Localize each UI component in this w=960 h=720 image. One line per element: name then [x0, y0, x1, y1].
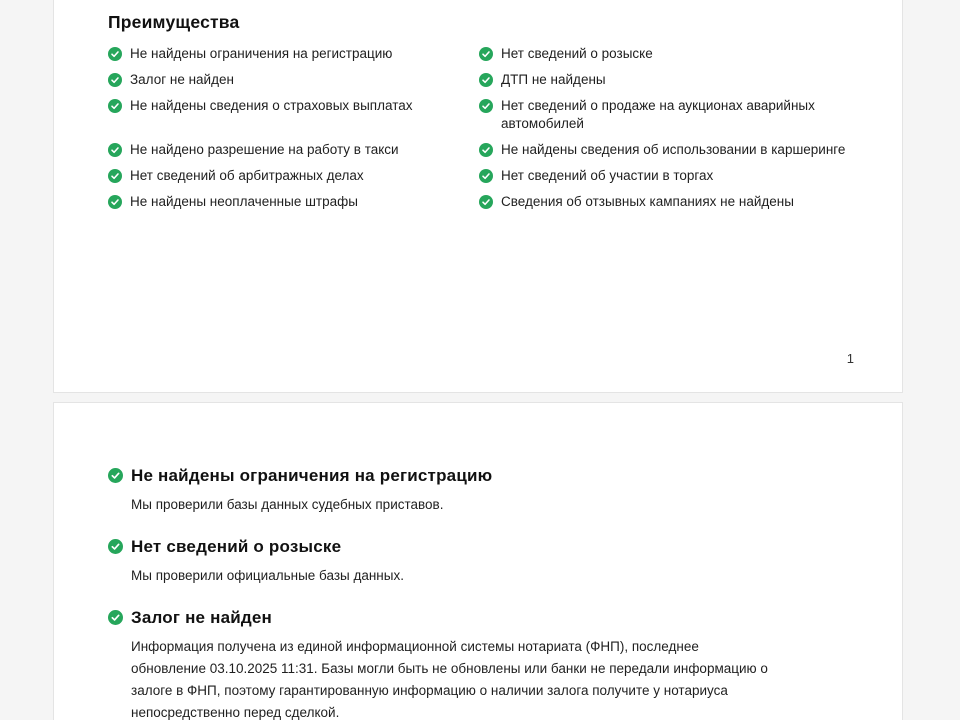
- advantage-item: [108, 141, 479, 159]
- advantage-item: [108, 97, 479, 133]
- detail-block: [108, 607, 855, 720]
- check-circle-icon: [108, 169, 122, 183]
- advantage-item-label: Залог не найден: [130, 72, 234, 87]
- detail-block: [108, 536, 855, 587]
- check-circle-icon: [479, 195, 493, 209]
- check-circle-icon: [108, 195, 122, 209]
- advantages-page: [53, 0, 903, 393]
- check-circle-icon: [479, 169, 493, 183]
- detail-title: Нет сведений о розыске: [131, 537, 342, 556]
- advantage-item: [479, 193, 855, 211]
- detail-heading: [108, 536, 855, 558]
- detail-heading: [108, 465, 855, 487]
- advantage-item-label: Нет сведений о продаже на аукционах аварийных автомобилей: [501, 98, 815, 131]
- advantage-item-label: Не найдено разрешение на работу в такси: [130, 142, 399, 157]
- check-circle-icon: [108, 468, 123, 483]
- advantage-item: [108, 71, 479, 89]
- check-circle-icon: [479, 73, 493, 87]
- advantage-item: [479, 97, 855, 133]
- detail-description-line: Мы проверили официальные базы данных.: [131, 568, 404, 583]
- detail-description-line: залоге в ФНП, поэтому гарантированную информацию о наличии залога получите у нотариуса: [131, 683, 728, 698]
- detail-description-line: Мы проверили базы данных судебных приставов.: [131, 497, 444, 512]
- check-circle-icon: [479, 47, 493, 61]
- detail-description-line: непосредственно перед сделкой.: [131, 705, 340, 720]
- detail-title: Не найдены ограничения на регистрацию: [131, 466, 493, 485]
- advantage-item: [479, 45, 855, 63]
- advantage-item-label: Нет сведений об арбитражных делах: [130, 168, 364, 183]
- check-circle-icon: [108, 539, 123, 554]
- advantages-list: [108, 45, 855, 211]
- check-circle-icon: [479, 99, 493, 113]
- advantage-item: [479, 141, 855, 159]
- check-circle-icon: [479, 143, 493, 157]
- details-page: [53, 402, 903, 720]
- advantage-item-label: Не найдены неоплаченные штрафы: [130, 194, 358, 209]
- advantage-item: [108, 193, 479, 211]
- detail-description: [131, 636, 823, 720]
- advantage-item-label: ДТП не найдены: [501, 72, 606, 87]
- check-circle-icon: [108, 610, 123, 625]
- advantage-item: [108, 45, 479, 63]
- advantages-title: Преимущества: [108, 12, 240, 32]
- detail-heading: [108, 607, 855, 629]
- advantage-item-label: Не найдены ограничения на регистрацию: [130, 46, 393, 61]
- detail-block: [108, 465, 855, 516]
- detail-title: Залог не найден: [131, 608, 273, 627]
- advantage-item-label: Сведения об отзывных кампаниях не найдены: [501, 194, 794, 209]
- detail-description: [131, 565, 823, 587]
- check-circle-icon: [108, 143, 122, 157]
- detail-description: [131, 494, 823, 516]
- advantage-item-label: Нет сведений об участии в торгах: [501, 168, 714, 183]
- check-circle-icon: [108, 99, 122, 113]
- advantage-item: [479, 71, 855, 89]
- advantage-item: [479, 167, 855, 185]
- detail-description-line: обновление 03.10.2025 11:31. Базы могли быть не обновлены или банки не передали информацию о: [131, 661, 768, 676]
- advantage-item-label: Нет сведений о розыске: [501, 46, 653, 61]
- check-circle-icon: [108, 47, 122, 61]
- advantage-item: [108, 167, 479, 185]
- advantage-item-label: Не найдены сведения о страховых выплатах: [130, 98, 413, 113]
- page-number: 1: [846, 351, 854, 366]
- advantage-item-label: Не найдены сведения об использовании в каршеринге: [501, 142, 846, 157]
- detail-description-line: Информация получена из единой информационной системы нотариата (ФНП), последнее: [131, 639, 699, 654]
- check-circle-icon: [108, 73, 122, 87]
